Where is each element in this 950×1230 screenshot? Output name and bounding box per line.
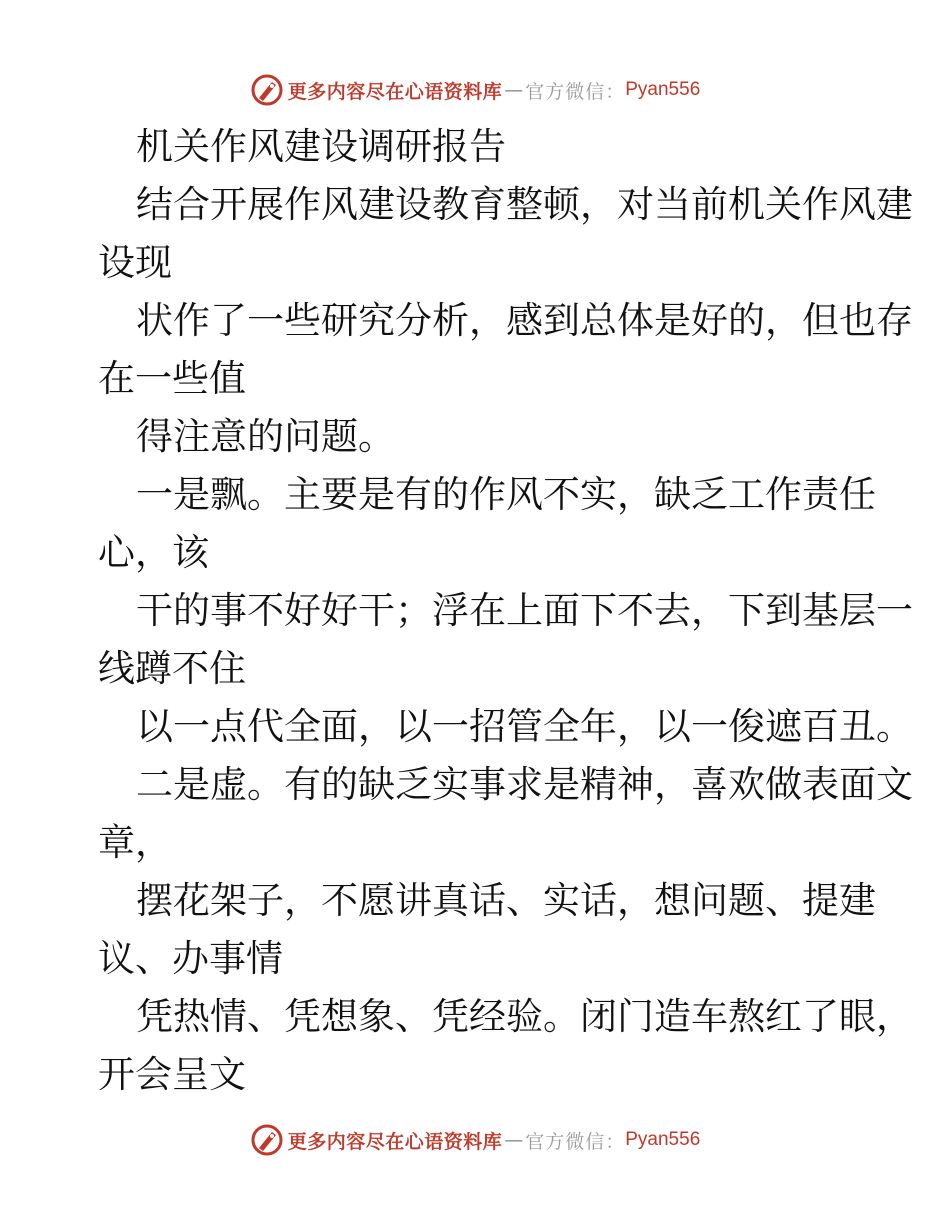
watermark-separator: —: [504, 79, 524, 101]
text-line: 干的事不好好干；浮在上面下不去，下到基层一: [136, 589, 913, 632]
watermark-brand: 更多内容尽在心语资料库: [287, 80, 503, 103]
watermark-wechat-label: 官方微信：: [525, 80, 626, 103]
text-line: 开会呈文: [98, 1053, 246, 1096]
watermark-wechat-id: Pyan556: [625, 1129, 701, 1150]
pen-logo-icon: [250, 1123, 284, 1157]
text-line: 一是飘。主要是有的作风不实，缺乏工作责任: [136, 473, 876, 516]
watermark-wechat-label: 官方微信：: [525, 1130, 626, 1153]
text-line: 摆花架子，不愿讲真话、实话，想问题、提建: [136, 879, 876, 922]
text-line: 章，: [98, 821, 172, 864]
text-line: 在一些值: [98, 357, 246, 400]
text-line: 议、办事情: [98, 937, 283, 980]
text-line: 以一点代全面，以一招管全年，以一俊遮百丑。: [136, 705, 913, 748]
text-line: 结合开展作风建设教育整顿，对当前机关作风建: [136, 183, 913, 226]
watermark-brand: 更多内容尽在心语资料库: [287, 1130, 503, 1153]
text-line: 心，该: [98, 531, 209, 574]
watermark-separator: —: [504, 1129, 524, 1151]
footer-watermark: [0, 1120, 950, 1160]
header-watermark: [0, 70, 950, 110]
text-line: 凭热情、凭想象、凭经验。闭门造车熬红了眼，: [136, 995, 913, 1038]
pen-logo-icon: [250, 73, 284, 107]
text-line: 二是虚。有的缺乏实事求是精神，喜欢做表面文: [136, 763, 913, 806]
text-line: 得注意的问题。: [136, 415, 395, 458]
text-line: 设现: [98, 241, 172, 284]
document-body: [98, 118, 913, 1104]
watermark-wechat-id: Pyan556: [625, 79, 701, 100]
text-line: 状作了一些研究分析，感到总体是好的，但也存: [136, 299, 913, 342]
text-line: 机关作风建设调研报告: [136, 125, 506, 168]
text-line: 线蹲不住: [98, 647, 246, 690]
